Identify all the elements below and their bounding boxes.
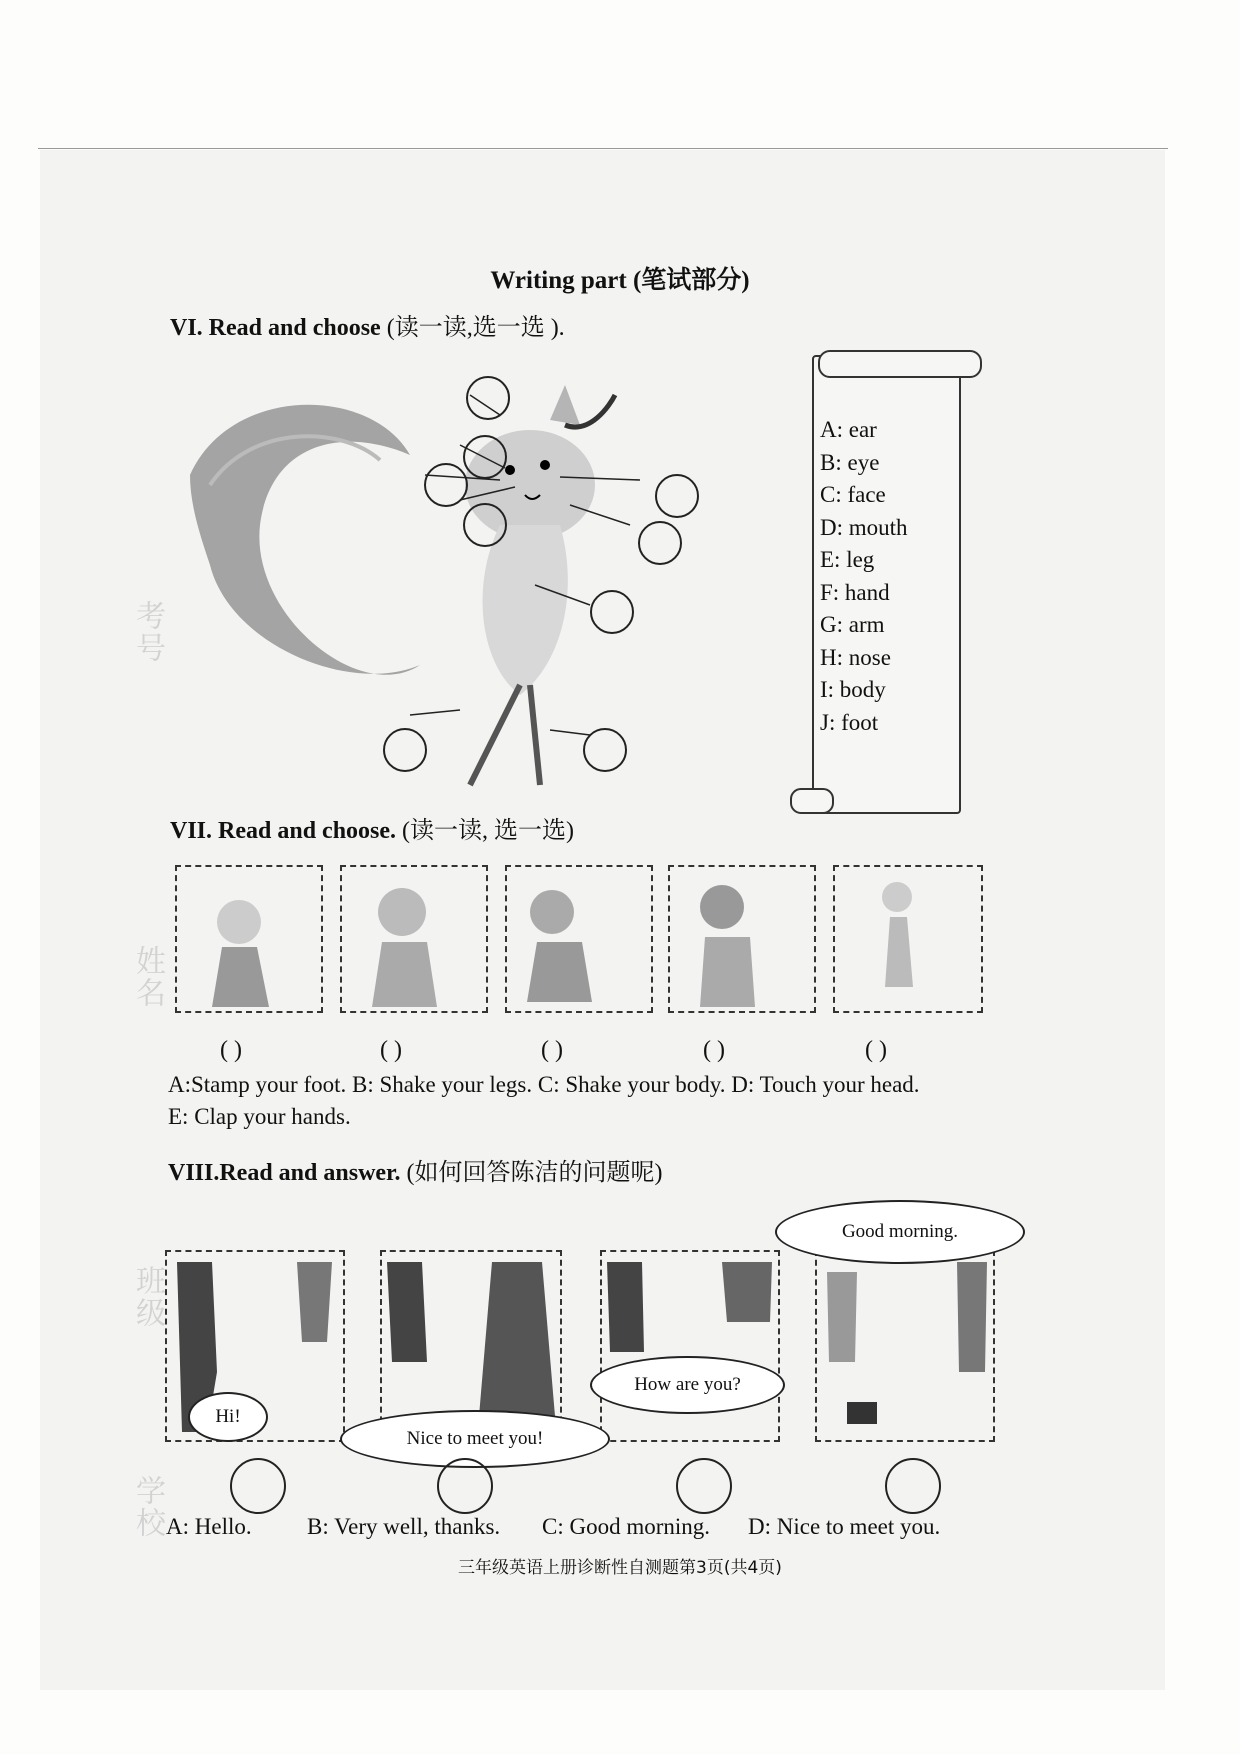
speech-bubble: Hi! bbox=[188, 1392, 268, 1442]
picture-frame bbox=[505, 865, 653, 1013]
answer-circle[interactable] bbox=[466, 376, 510, 420]
section-vii-heading-cn: (读一读, 选一选) bbox=[402, 818, 575, 844]
answer-option: B: Very well, thanks. bbox=[307, 1514, 501, 1539]
answer-blank[interactable]: ( ) bbox=[865, 1037, 887, 1063]
section-viii-heading-en: VIII.Read and answer. bbox=[168, 1160, 401, 1186]
answer-option: A: Hello. bbox=[166, 1514, 252, 1539]
section-vi-heading bbox=[170, 307, 565, 342]
option-item: C: face bbox=[820, 482, 886, 507]
scroll-bottom-roll bbox=[790, 788, 834, 814]
section-vii-heading bbox=[170, 810, 574, 845]
option-item: G: arm bbox=[820, 612, 885, 637]
picture-frame bbox=[340, 865, 488, 1013]
option-item: I: body bbox=[820, 677, 886, 702]
option-item: F: hand bbox=[820, 579, 890, 605]
answer-circle[interactable] bbox=[230, 1458, 286, 1514]
answer-circle[interactable] bbox=[583, 728, 627, 772]
answer-blank[interactable]: ( ) bbox=[220, 1037, 242, 1063]
section-vii-options-line1: A:Stamp your foot. B: Shake your legs. C: Shake your body. D: Touch your head. bbox=[168, 1072, 920, 1097]
answer-circle[interactable] bbox=[885, 1458, 941, 1514]
section-vii-heading-en: VII. Read and choose. bbox=[170, 818, 397, 844]
speech-bubble: How are you? bbox=[590, 1356, 785, 1414]
scroll-top-roll bbox=[818, 350, 982, 378]
answer-circle[interactable] bbox=[463, 503, 507, 547]
side-label-school: 学校 bbox=[130, 1475, 165, 1539]
section-vii-options-line2: E: Clap your hands. bbox=[168, 1104, 351, 1129]
answer-circle[interactable] bbox=[676, 1458, 732, 1514]
option-item: B: eye bbox=[820, 449, 880, 475]
child-picture bbox=[835, 867, 979, 1011]
picture-frame bbox=[833, 865, 983, 1013]
side-label-name: 姓名 bbox=[130, 945, 165, 1009]
section-vi-heading-en: VI. Read and choose bbox=[170, 315, 381, 341]
picture-frame bbox=[175, 865, 323, 1013]
picture-frame bbox=[668, 865, 816, 1013]
option-item: E: leg bbox=[820, 547, 875, 572]
answer-circle[interactable] bbox=[638, 521, 682, 565]
answer-circle[interactable] bbox=[463, 435, 507, 479]
answer-circle[interactable] bbox=[424, 463, 468, 507]
answer-blank[interactable]: ( ) bbox=[380, 1037, 402, 1063]
side-label-exam-number: 考号 bbox=[130, 600, 165, 664]
option-item: H: nose bbox=[820, 644, 891, 670]
side-label-class: 班级 bbox=[130, 1265, 165, 1329]
section-vi-heading-cn: (读一读,选一选 ). bbox=[386, 315, 565, 341]
answer-circle[interactable] bbox=[655, 474, 699, 518]
top-rule bbox=[38, 148, 1168, 149]
page-title: Writing part (笔试部分) bbox=[490, 267, 750, 294]
child-picture bbox=[177, 867, 321, 1011]
answer-option: D: Nice to meet you. bbox=[748, 1514, 941, 1539]
answer-option: C: Good morning. bbox=[542, 1514, 711, 1539]
child-picture bbox=[342, 867, 486, 1011]
speech-bubble: Good morning. bbox=[775, 1200, 1025, 1264]
answer-circle[interactable] bbox=[590, 590, 634, 634]
option-item: J: foot bbox=[820, 709, 879, 735]
answer-circle[interactable] bbox=[437, 1458, 493, 1514]
section-viii-heading bbox=[168, 1152, 662, 1187]
option-item: A: ear bbox=[820, 417, 877, 442]
body-part-options bbox=[820, 414, 908, 739]
answer-circle[interactable] bbox=[383, 728, 427, 772]
comic-frame bbox=[815, 1250, 995, 1442]
option-item: D: mouth bbox=[820, 514, 908, 540]
answer-blank[interactable]: ( ) bbox=[703, 1037, 725, 1063]
child-picture bbox=[507, 867, 651, 1011]
page-footer: 三年级英语上册诊断性自测题第3页(共4页) bbox=[458, 1558, 782, 1578]
section-viii-heading-cn: (如何回答陈洁的问题呢) bbox=[406, 1160, 663, 1186]
answer-blank[interactable]: ( ) bbox=[541, 1037, 563, 1063]
comic-figures bbox=[817, 1252, 993, 1440]
speech-bubble: Nice to meet you! bbox=[340, 1410, 610, 1468]
child-picture bbox=[670, 867, 814, 1011]
